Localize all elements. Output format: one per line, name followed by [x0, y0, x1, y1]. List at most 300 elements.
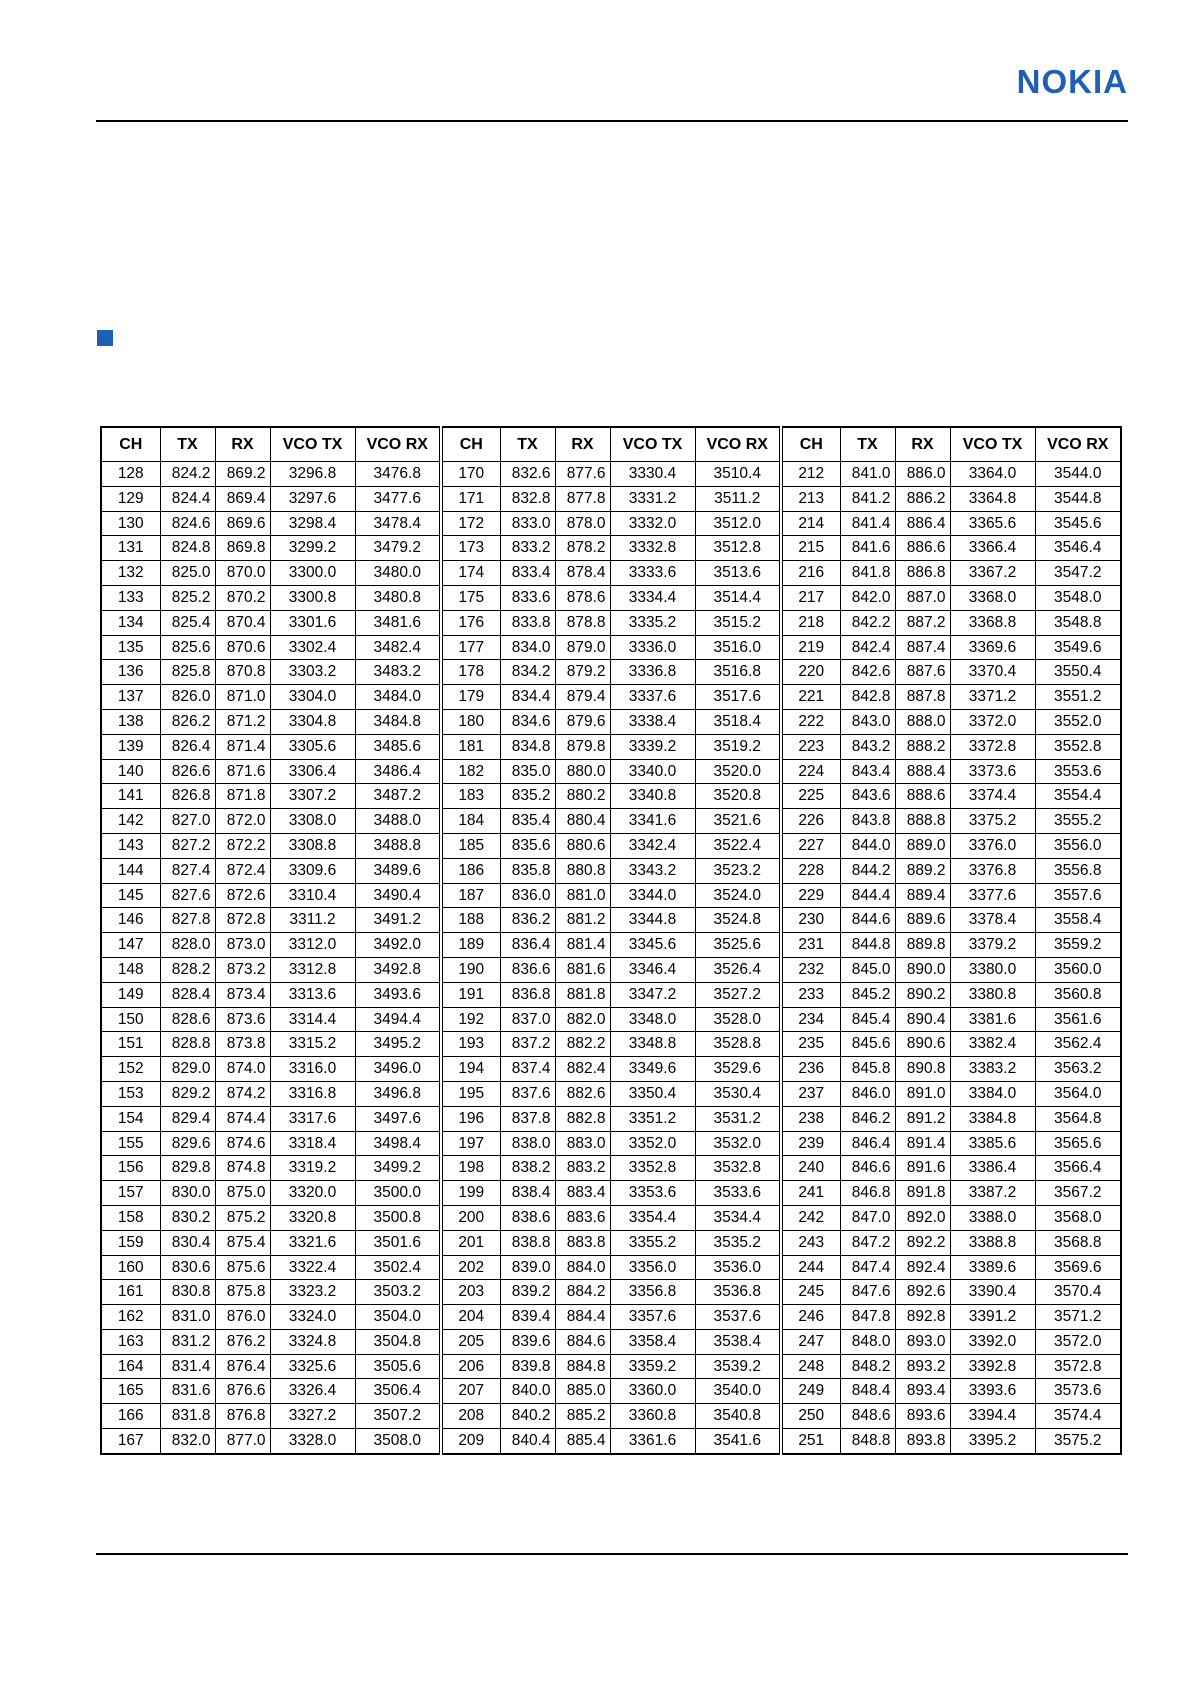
cell-rx: 874.2 — [215, 1081, 270, 1106]
cell-tx: 847.8 — [840, 1305, 895, 1330]
cell-rx: 893.0 — [895, 1329, 950, 1354]
cell-vco-tx: 3321.6 — [270, 1230, 355, 1255]
cell-vco-rx: 3488.8 — [355, 833, 441, 858]
cell-vco-rx: 3567.2 — [1035, 1181, 1121, 1206]
cell-ch: 150 — [101, 1007, 160, 1032]
cell-vco-rx: 3561.6 — [1035, 1007, 1121, 1032]
cell-tx: 841.2 — [840, 486, 895, 511]
cell-vco-tx: 3350.4 — [610, 1081, 695, 1106]
cell-tx: 829.2 — [160, 1081, 215, 1106]
cell-vco-tx: 3340.8 — [610, 784, 695, 809]
cell-ch: 228 — [781, 858, 840, 883]
cell-rx: 874.4 — [215, 1106, 270, 1131]
cell-vco-rx: 3517.6 — [695, 685, 781, 710]
cell-vco-tx: 3369.6 — [950, 635, 1035, 660]
cell-vco-rx: 3476.8 — [355, 462, 441, 487]
table-row — [101, 933, 1121, 958]
table-row — [101, 908, 1121, 933]
footer-rule — [96, 1553, 1128, 1555]
cell-ch: 223 — [781, 734, 840, 759]
table-row — [101, 486, 1121, 511]
cell-ch: 163 — [101, 1329, 160, 1354]
table-row — [101, 809, 1121, 834]
cell-ch: 164 — [101, 1354, 160, 1379]
cell-ch: 159 — [101, 1230, 160, 1255]
cell-tx: 825.2 — [160, 585, 215, 610]
cell-tx: 827.6 — [160, 883, 215, 908]
cell-vco-tx: 3364.0 — [950, 462, 1035, 487]
header-ch: CH — [441, 427, 500, 462]
cell-rx: 885.2 — [555, 1404, 610, 1429]
cell-ch: 170 — [441, 462, 500, 487]
cell-vco-tx: 3368.8 — [950, 610, 1035, 635]
cell-rx: 891.4 — [895, 1131, 950, 1156]
table-row — [101, 635, 1121, 660]
cell-vco-rx: 3554.4 — [1035, 784, 1121, 809]
cell-vco-rx: 3484.0 — [355, 685, 441, 710]
header-vco-tx: VCO TX — [610, 427, 695, 462]
cell-vco-tx: 3309.6 — [270, 858, 355, 883]
cell-ch: 178 — [441, 660, 500, 685]
cell-rx: 871.6 — [215, 759, 270, 784]
cell-tx: 845.8 — [840, 1057, 895, 1082]
cell-vco-rx: 3492.8 — [355, 957, 441, 982]
cell-vco-tx: 3312.0 — [270, 933, 355, 958]
cell-tx: 839.0 — [500, 1255, 555, 1280]
cell-ch: 224 — [781, 759, 840, 784]
table-row — [101, 1032, 1121, 1057]
cell-ch: 190 — [441, 957, 500, 982]
cell-rx: 884.2 — [555, 1280, 610, 1305]
cell-rx: 877.8 — [555, 486, 610, 511]
cell-vco-rx: 3483.2 — [355, 660, 441, 685]
cell-tx: 837.2 — [500, 1032, 555, 1057]
cell-rx: 878.4 — [555, 561, 610, 586]
table-row — [101, 1131, 1121, 1156]
table-row — [101, 1255, 1121, 1280]
cell-rx: 890.4 — [895, 1007, 950, 1032]
cell-vco-tx: 3370.4 — [950, 660, 1035, 685]
cell-rx: 880.4 — [555, 809, 610, 834]
cell-ch: 158 — [101, 1205, 160, 1230]
cell-vco-rx: 3570.4 — [1035, 1280, 1121, 1305]
cell-vco-rx: 3540.8 — [695, 1404, 781, 1429]
table-row — [101, 784, 1121, 809]
cell-rx: 892.6 — [895, 1280, 950, 1305]
cell-vco-tx: 3312.8 — [270, 957, 355, 982]
cell-vco-tx: 3343.2 — [610, 858, 695, 883]
cell-rx: 888.2 — [895, 734, 950, 759]
cell-tx: 846.0 — [840, 1081, 895, 1106]
cell-vco-rx: 3536.8 — [695, 1280, 781, 1305]
cell-vco-tx: 3352.8 — [610, 1156, 695, 1181]
cell-ch: 133 — [101, 585, 160, 610]
cell-vco-rx: 3572.0 — [1035, 1329, 1121, 1354]
cell-vco-tx: 3376.0 — [950, 833, 1035, 858]
cell-ch: 229 — [781, 883, 840, 908]
cell-rx: 881.4 — [555, 933, 610, 958]
cell-vco-rx: 3527.2 — [695, 982, 781, 1007]
cell-rx: 870.4 — [215, 610, 270, 635]
cell-tx: 825.0 — [160, 561, 215, 586]
cell-vco-rx: 3504.0 — [355, 1305, 441, 1330]
cell-ch: 174 — [441, 561, 500, 586]
cell-vco-rx: 3562.4 — [1035, 1032, 1121, 1057]
table-row — [101, 833, 1121, 858]
cell-ch: 129 — [101, 486, 160, 511]
cell-vco-tx: 3367.2 — [950, 561, 1035, 586]
cell-tx: 826.0 — [160, 685, 215, 710]
cell-rx: 873.8 — [215, 1032, 270, 1057]
cell-vco-rx: 3523.2 — [695, 858, 781, 883]
cell-vco-tx: 3365.6 — [950, 511, 1035, 536]
cell-ch: 222 — [781, 709, 840, 734]
cell-vco-rx: 3568.0 — [1035, 1205, 1121, 1230]
cell-vco-rx: 3516.8 — [695, 660, 781, 685]
cell-tx: 827.4 — [160, 858, 215, 883]
cell-vco-rx: 3510.4 — [695, 462, 781, 487]
cell-vco-tx: 3320.8 — [270, 1205, 355, 1230]
cell-vco-rx: 3547.2 — [1035, 561, 1121, 586]
cell-ch: 148 — [101, 957, 160, 982]
cell-tx: 848.2 — [840, 1354, 895, 1379]
cell-rx: 893.8 — [895, 1429, 950, 1454]
cell-ch: 233 — [781, 982, 840, 1007]
cell-rx: 871.0 — [215, 685, 270, 710]
cell-ch: 155 — [101, 1131, 160, 1156]
cell-vco-rx: 3544.0 — [1035, 462, 1121, 487]
cell-tx: 835.2 — [500, 784, 555, 809]
cell-vco-rx: 3574.4 — [1035, 1404, 1121, 1429]
cell-vco-tx: 3389.6 — [950, 1255, 1035, 1280]
header-tx: TX — [840, 427, 895, 462]
cell-vco-tx: 3300.8 — [270, 585, 355, 610]
cell-vco-rx: 3493.6 — [355, 982, 441, 1007]
cell-rx: 875.0 — [215, 1181, 270, 1206]
cell-vco-tx: 3313.6 — [270, 982, 355, 1007]
cell-ch: 221 — [781, 685, 840, 710]
cell-tx: 841.8 — [840, 561, 895, 586]
cell-ch: 237 — [781, 1081, 840, 1106]
cell-ch: 130 — [101, 511, 160, 536]
cell-rx: 873.2 — [215, 957, 270, 982]
cell-tx: 836.0 — [500, 883, 555, 908]
cell-rx: 890.8 — [895, 1057, 950, 1082]
table-row — [101, 610, 1121, 635]
header-rule — [96, 120, 1128, 122]
table-row — [101, 462, 1121, 487]
cell-vco-tx: 3356.8 — [610, 1280, 695, 1305]
cell-vco-tx: 3301.6 — [270, 610, 355, 635]
cell-ch: 249 — [781, 1379, 840, 1404]
cell-rx: 890.0 — [895, 957, 950, 982]
cell-vco-rx: 3549.6 — [1035, 635, 1121, 660]
cell-vco-tx: 3342.4 — [610, 833, 695, 858]
cell-vco-rx: 3520.8 — [695, 784, 781, 809]
cell-ch: 226 — [781, 809, 840, 834]
cell-rx: 887.2 — [895, 610, 950, 635]
cell-tx: 842.4 — [840, 635, 895, 660]
nokia-logo: NOKIA — [1016, 63, 1128, 100]
cell-vco-tx: 3381.6 — [950, 1007, 1035, 1032]
section-bullet-icon — [97, 330, 113, 346]
cell-vco-rx: 3530.4 — [695, 1081, 781, 1106]
cell-vco-rx: 3524.0 — [695, 883, 781, 908]
table-row — [101, 1205, 1121, 1230]
cell-rx: 876.6 — [215, 1379, 270, 1404]
cell-vco-tx: 3304.0 — [270, 685, 355, 710]
cell-ch: 201 — [441, 1230, 500, 1255]
cell-ch: 218 — [781, 610, 840, 635]
cell-rx: 870.2 — [215, 585, 270, 610]
cell-tx: 843.6 — [840, 784, 895, 809]
cell-tx: 836.8 — [500, 982, 555, 1007]
cell-vco-tx: 3392.0 — [950, 1329, 1035, 1354]
cell-vco-tx: 3308.0 — [270, 809, 355, 834]
cell-vco-tx: 3319.2 — [270, 1156, 355, 1181]
cell-rx: 888.6 — [895, 784, 950, 809]
cell-vco-tx: 3372.8 — [950, 734, 1035, 759]
cell-rx: 886.2 — [895, 486, 950, 511]
cell-ch: 180 — [441, 709, 500, 734]
cell-tx: 831.4 — [160, 1354, 215, 1379]
header-tx: TX — [500, 427, 555, 462]
cell-rx: 892.4 — [895, 1255, 950, 1280]
cell-tx: 831.8 — [160, 1404, 215, 1429]
cell-rx: 882.6 — [555, 1081, 610, 1106]
cell-vco-rx: 3503.2 — [355, 1280, 441, 1305]
cell-rx: 869.4 — [215, 486, 270, 511]
cell-vco-tx: 3326.4 — [270, 1379, 355, 1404]
cell-vco-tx: 3378.4 — [950, 908, 1035, 933]
cell-tx: 840.2 — [500, 1404, 555, 1429]
cell-tx: 848.6 — [840, 1404, 895, 1429]
cell-tx: 825.8 — [160, 660, 215, 685]
cell-ch: 219 — [781, 635, 840, 660]
cell-ch: 234 — [781, 1007, 840, 1032]
cell-ch: 172 — [441, 511, 500, 536]
cell-vco-tx: 3360.8 — [610, 1404, 695, 1429]
cell-vco-tx: 3384.0 — [950, 1081, 1035, 1106]
cell-vco-tx: 3379.2 — [950, 933, 1035, 958]
cell-tx: 840.0 — [500, 1379, 555, 1404]
cell-rx: 877.0 — [215, 1429, 270, 1454]
cell-tx: 837.6 — [500, 1081, 555, 1106]
cell-tx: 846.8 — [840, 1181, 895, 1206]
cell-vco-rx: 3571.2 — [1035, 1305, 1121, 1330]
cell-tx: 824.2 — [160, 462, 215, 487]
cell-tx: 827.8 — [160, 908, 215, 933]
cell-vco-rx: 3552.8 — [1035, 734, 1121, 759]
cell-vco-tx: 3359.2 — [610, 1354, 695, 1379]
cell-tx: 848.8 — [840, 1429, 895, 1454]
cell-vco-tx: 3322.4 — [270, 1255, 355, 1280]
cell-vco-rx: 3513.6 — [695, 561, 781, 586]
cell-rx: 886.8 — [895, 561, 950, 586]
table-row — [101, 1007, 1121, 1032]
cell-rx: 885.0 — [555, 1379, 610, 1404]
cell-ch: 217 — [781, 585, 840, 610]
cell-tx: 844.8 — [840, 933, 895, 958]
cell-rx: 889.6 — [895, 908, 950, 933]
cell-vco-tx: 3374.4 — [950, 784, 1035, 809]
table-body — [101, 462, 1121, 1454]
cell-ch: 215 — [781, 536, 840, 561]
cell-ch: 186 — [441, 858, 500, 883]
cell-vco-rx: 3492.0 — [355, 933, 441, 958]
cell-vco-rx: 3500.8 — [355, 1205, 441, 1230]
cell-rx: 889.8 — [895, 933, 950, 958]
cell-tx: 834.8 — [500, 734, 555, 759]
cell-vco-rx: 3529.6 — [695, 1057, 781, 1082]
cell-vco-rx: 3512.8 — [695, 536, 781, 561]
cell-vco-rx: 3540.0 — [695, 1379, 781, 1404]
cell-vco-tx: 3337.6 — [610, 685, 695, 710]
cell-ch: 197 — [441, 1131, 500, 1156]
cell-vco-tx: 3388.0 — [950, 1205, 1035, 1230]
cell-ch: 246 — [781, 1305, 840, 1330]
cell-vco-tx: 3302.4 — [270, 635, 355, 660]
cell-ch: 189 — [441, 933, 500, 958]
cell-vco-rx: 3520.0 — [695, 759, 781, 784]
cell-tx: 831.6 — [160, 1379, 215, 1404]
cell-tx: 835.8 — [500, 858, 555, 883]
cell-tx: 839.8 — [500, 1354, 555, 1379]
cell-tx: 838.2 — [500, 1156, 555, 1181]
cell-rx: 874.6 — [215, 1131, 270, 1156]
cell-ch: 242 — [781, 1205, 840, 1230]
cell-ch: 176 — [441, 610, 500, 635]
cell-vco-rx: 3518.4 — [695, 709, 781, 734]
cell-vco-rx: 3522.4 — [695, 833, 781, 858]
cell-vco-tx: 3392.8 — [950, 1354, 1035, 1379]
table-row — [101, 1156, 1121, 1181]
cell-rx: 882.8 — [555, 1106, 610, 1131]
cell-rx: 876.8 — [215, 1404, 270, 1429]
cell-vco-tx: 3353.6 — [610, 1181, 695, 1206]
cell-ch: 250 — [781, 1404, 840, 1429]
cell-vco-rx: 3491.2 — [355, 908, 441, 933]
cell-vco-tx: 3338.4 — [610, 709, 695, 734]
cell-tx: 835.0 — [500, 759, 555, 784]
cell-rx: 880.0 — [555, 759, 610, 784]
cell-rx: 872.4 — [215, 858, 270, 883]
cell-vco-rx: 3548.8 — [1035, 610, 1121, 635]
cell-vco-tx: 3366.4 — [950, 536, 1035, 561]
header-rx: RX — [215, 427, 270, 462]
cell-tx: 834.2 — [500, 660, 555, 685]
cell-vco-tx: 3325.6 — [270, 1354, 355, 1379]
cell-rx: 887.8 — [895, 685, 950, 710]
cell-tx: 832.8 — [500, 486, 555, 511]
cell-vco-rx: 3478.4 — [355, 511, 441, 536]
cell-ch: 140 — [101, 759, 160, 784]
cell-tx: 827.0 — [160, 809, 215, 834]
cell-ch: 196 — [441, 1106, 500, 1131]
cell-ch: 134 — [101, 610, 160, 635]
cell-rx: 873.0 — [215, 933, 270, 958]
cell-rx: 874.0 — [215, 1057, 270, 1082]
cell-tx: 842.8 — [840, 685, 895, 710]
cell-vco-rx: 3536.0 — [695, 1255, 781, 1280]
cell-vco-rx: 3532.8 — [695, 1156, 781, 1181]
cell-vco-rx: 3545.6 — [1035, 511, 1121, 536]
cell-ch: 247 — [781, 1329, 840, 1354]
cell-vco-tx: 3393.6 — [950, 1379, 1035, 1404]
cell-tx: 838.4 — [500, 1181, 555, 1206]
cell-rx: 888.0 — [895, 709, 950, 734]
cell-vco-rx: 3501.6 — [355, 1230, 441, 1255]
cell-ch: 147 — [101, 933, 160, 958]
cell-vco-tx: 3357.6 — [610, 1305, 695, 1330]
cell-vco-rx: 3525.6 — [695, 933, 781, 958]
cell-vco-tx: 3368.0 — [950, 585, 1035, 610]
cell-rx: 878.0 — [555, 511, 610, 536]
cell-vco-rx: 3482.4 — [355, 635, 441, 660]
cell-rx: 879.4 — [555, 685, 610, 710]
cell-tx: 830.0 — [160, 1181, 215, 1206]
cell-tx: 824.8 — [160, 536, 215, 561]
cell-tx: 835.4 — [500, 809, 555, 834]
cell-ch: 139 — [101, 734, 160, 759]
cell-vco-rx: 3544.8 — [1035, 486, 1121, 511]
cell-vco-tx: 3361.6 — [610, 1429, 695, 1454]
cell-tx: 836.6 — [500, 957, 555, 982]
cell-tx: 834.4 — [500, 685, 555, 710]
header-vco-rx: VCO RX — [355, 427, 441, 462]
cell-ch: 153 — [101, 1081, 160, 1106]
cell-tx: 845.2 — [840, 982, 895, 1007]
cell-ch: 192 — [441, 1007, 500, 1032]
cell-rx: 884.0 — [555, 1255, 610, 1280]
cell-vco-rx: 3531.2 — [695, 1106, 781, 1131]
table-row — [101, 585, 1121, 610]
cell-rx: 878.2 — [555, 536, 610, 561]
cell-vco-rx: 3505.6 — [355, 1354, 441, 1379]
cell-vco-rx: 3485.6 — [355, 734, 441, 759]
cell-vco-rx: 3497.6 — [355, 1106, 441, 1131]
cell-vco-rx: 3560.8 — [1035, 982, 1121, 1007]
table-row — [101, 1081, 1121, 1106]
cell-ch: 194 — [441, 1057, 500, 1082]
cell-rx: 869.8 — [215, 536, 270, 561]
cell-tx: 829.8 — [160, 1156, 215, 1181]
cell-vco-rx: 3564.8 — [1035, 1106, 1121, 1131]
cell-rx: 880.8 — [555, 858, 610, 883]
cell-tx: 846.6 — [840, 1156, 895, 1181]
table-row — [101, 982, 1121, 1007]
cell-vco-tx: 3330.4 — [610, 462, 695, 487]
cell-ch: 240 — [781, 1156, 840, 1181]
cell-rx: 870.6 — [215, 635, 270, 660]
cell-vco-rx: 3507.2 — [355, 1404, 441, 1429]
cell-tx: 844.0 — [840, 833, 895, 858]
cell-tx: 844.2 — [840, 858, 895, 883]
cell-vco-tx: 3300.0 — [270, 561, 355, 586]
cell-vco-tx: 3394.4 — [950, 1404, 1035, 1429]
table-row — [101, 1379, 1121, 1404]
cell-ch: 157 — [101, 1181, 160, 1206]
cell-rx: 879.2 — [555, 660, 610, 685]
cell-ch: 137 — [101, 685, 160, 710]
cell-vco-rx: 3508.0 — [355, 1429, 441, 1454]
table-row — [101, 1181, 1121, 1206]
cell-vco-tx: 3335.2 — [610, 610, 695, 635]
cell-vco-rx: 3477.6 — [355, 486, 441, 511]
cell-vco-tx: 3360.0 — [610, 1379, 695, 1404]
cell-rx: 887.0 — [895, 585, 950, 610]
cell-rx: 887.4 — [895, 635, 950, 660]
